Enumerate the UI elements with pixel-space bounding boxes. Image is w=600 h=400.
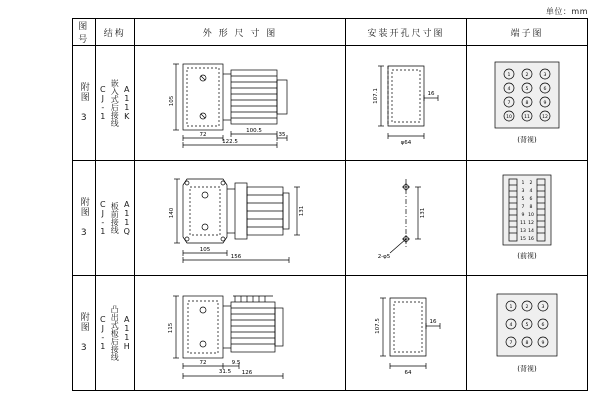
- cell-fig-no-2: [73, 161, 96, 276]
- fig-no-label-1: 附图 3: [78, 82, 89, 124]
- cell-mounting-2: [345, 161, 466, 276]
- terminal-number: 13: [520, 229, 526, 234]
- terminal-number: 9: [543, 101, 547, 106]
- cell-structure-2: [95, 161, 134, 276]
- terminal-number: 4: [529, 189, 533, 194]
- terminal-number: 9: [521, 213, 525, 218]
- cell-mounting-3: [345, 276, 466, 391]
- terminal-number: 2: [529, 181, 533, 186]
- cell-structure-3: [95, 276, 134, 391]
- cell-terminal-1: [466, 46, 587, 161]
- outline-dim-2-3: 131: [298, 205, 305, 217]
- cell-fig-no-1: [73, 46, 96, 161]
- table-row: [73, 276, 588, 391]
- mount-dim-3-1: 16: [429, 319, 437, 325]
- table-row: [73, 46, 588, 161]
- cell-outline-1: [134, 46, 345, 161]
- terminal-number: 8: [525, 341, 529, 346]
- terminal-number: 8: [525, 101, 529, 106]
- outline-dim-1-1: 72: [199, 132, 207, 138]
- terminal-number: 7: [509, 341, 513, 346]
- terminal-number: 11: [524, 115, 530, 120]
- cell-terminal-2: [466, 161, 587, 276]
- terminal-number: 11: [520, 221, 526, 226]
- terminal-number: 10: [506, 115, 512, 120]
- terminal-drawing-2: [467, 161, 587, 275]
- mount-dim-3-2: 64: [404, 370, 412, 376]
- outline-dim-1-3: 122.5: [222, 139, 238, 145]
- terminal-number: 4: [507, 87, 511, 92]
- terminal-number: 6: [541, 323, 545, 328]
- terminal-number: 2: [525, 305, 529, 310]
- mount-dim-2-0: 131: [419, 207, 426, 219]
- fig-no-label-3: 附图 3: [78, 312, 89, 354]
- terminal-number: 12: [528, 221, 534, 226]
- dimension-table: [72, 18, 588, 391]
- outline-dim-3-0: 115: [167, 322, 174, 334]
- terminal-number: 3: [541, 305, 545, 310]
- outline-dim-2-0: 140: [168, 207, 175, 219]
- terminal-number: 1: [507, 73, 511, 78]
- outline-dim-3-2: 9.5: [231, 360, 241, 366]
- terminal-number: 7: [507, 101, 511, 106]
- terminal-number: 12: [542, 115, 548, 120]
- mount-dim-2-1: 2-φ5: [377, 254, 391, 260]
- mounting-drawing-2: [346, 161, 466, 275]
- header-outline: 外 形 尺 寸 图: [134, 19, 345, 46]
- mount-dim-1-0: 107.1: [372, 88, 379, 104]
- structure-model-3: CJ-1: [98, 315, 108, 351]
- cell-mounting-1: [345, 46, 466, 161]
- header-terminal: 端子图: [466, 19, 587, 46]
- terminal-drawing-1: [467, 46, 587, 160]
- unit-note: 单位：mm: [545, 7, 588, 16]
- terminal-number: 16: [528, 237, 534, 242]
- outline-drawing-1: [135, 46, 345, 160]
- outline-dim-1-0: 105: [168, 95, 175, 107]
- outline-drawing-3: [135, 276, 345, 390]
- table-header-row: [73, 19, 588, 46]
- terminal-number: 9: [541, 341, 545, 346]
- structure-desc-3: 凸出式板后接线: [110, 305, 120, 361]
- cell-structure-1: [95, 46, 134, 161]
- terminal-number: 7: [521, 205, 525, 210]
- terminal-number: 6: [529, 197, 533, 202]
- structure-code-3: A11H: [122, 315, 132, 351]
- terminal-number: 1: [509, 305, 513, 310]
- outline-dim-1-4: 35: [278, 132, 286, 138]
- outline-dim-1-2: 100.5: [246, 128, 262, 134]
- outline-drawing-2: [135, 161, 345, 275]
- terminal-number: 2: [525, 73, 529, 78]
- header-structure: 结构: [95, 19, 134, 46]
- terminal-view-label-1: (背视): [517, 136, 537, 144]
- outline-dim-2-1: 105: [199, 247, 211, 253]
- mount-dim-1-2: φ64: [400, 140, 412, 146]
- outline-dim-3-3: 31.5: [218, 369, 232, 375]
- fig-no-label-2: 附图 3: [78, 197, 89, 239]
- terminal-number: 8: [529, 205, 533, 210]
- mounting-drawing-1: [346, 46, 466, 160]
- structure-desc-2: 板前接线: [110, 202, 120, 234]
- header-mounting: 安装开孔尺寸图: [345, 19, 466, 46]
- terminal-number: 3: [543, 73, 547, 78]
- terminal-number: 6: [543, 87, 547, 92]
- terminal-number: 4: [509, 323, 513, 328]
- outline-dim-3-1: 72: [199, 360, 207, 366]
- terminal-view-label-2: (前视): [517, 252, 537, 260]
- structure-desc-1: 嵌入式后接线: [110, 79, 120, 127]
- mount-dim-3-0: 107.5: [374, 318, 381, 334]
- terminal-number: 14: [528, 229, 534, 234]
- structure-model-1: CJ-1: [98, 85, 108, 121]
- cell-terminal-3: [466, 276, 587, 391]
- terminal-number: 1: [521, 181, 525, 186]
- cell-outline-2: [134, 161, 345, 276]
- terminal-drawing-3: [467, 276, 587, 390]
- cell-fig-no-3: [73, 276, 96, 391]
- header-fig-no: 图号: [73, 19, 96, 46]
- structure-code-1: A11K: [122, 85, 132, 121]
- terminal-number: 5: [521, 197, 525, 202]
- terminal-number: 10: [528, 213, 534, 218]
- terminal-number: 5: [525, 323, 529, 328]
- terminal-number: 5: [525, 87, 529, 92]
- mounting-drawing-3: [346, 276, 466, 390]
- terminal-number: 3: [521, 189, 525, 194]
- outline-dim-2-2: 156: [230, 254, 242, 260]
- terminal-view-label-3: (背视): [517, 365, 537, 373]
- structure-model-2: CJ-1: [98, 200, 108, 236]
- table-row: [73, 161, 588, 276]
- outline-dim-3-4: 126: [241, 370, 253, 376]
- mount-dim-1-1: 16: [427, 91, 435, 97]
- cell-outline-3: [134, 276, 345, 391]
- terminal-number: 15: [520, 237, 526, 242]
- structure-code-2: A11Q: [122, 200, 132, 236]
